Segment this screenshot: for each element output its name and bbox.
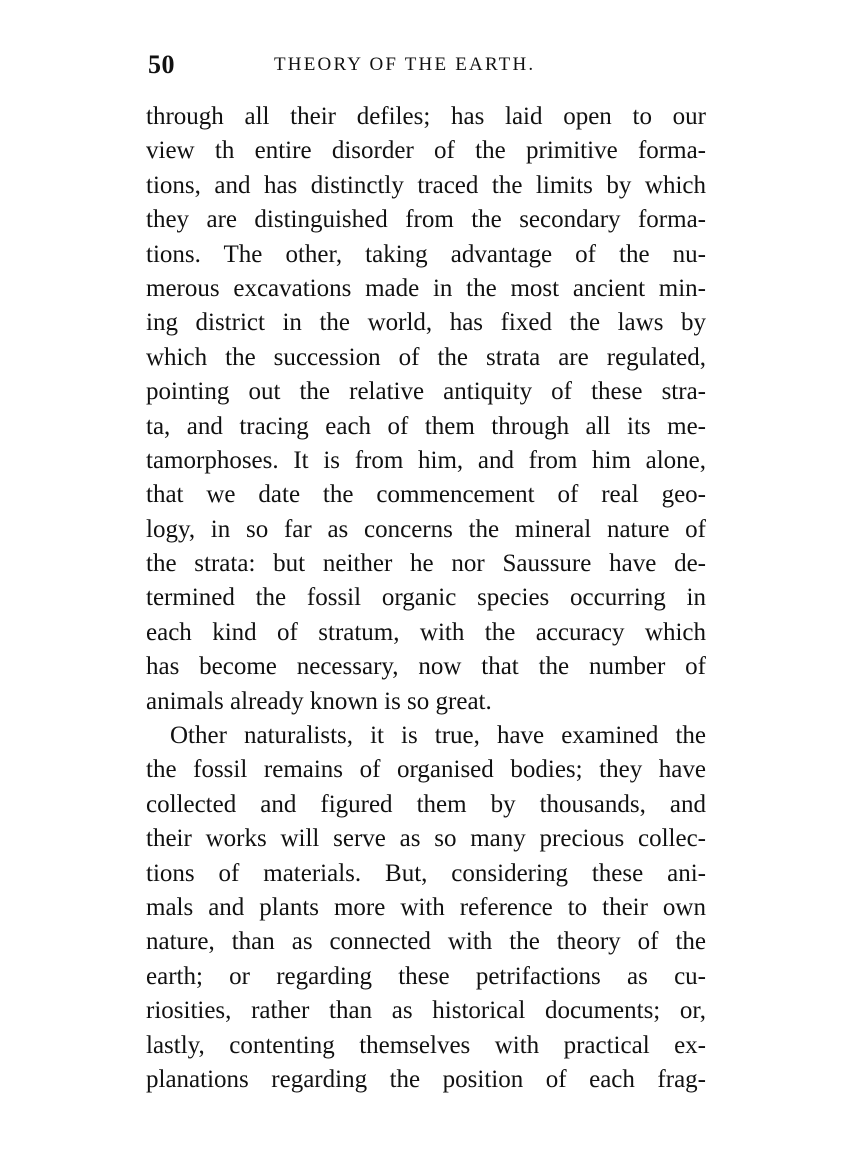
text-line: earth; or regarding these petrifactions as cu- [146, 962, 706, 990]
text-line: their works will serve as so many precious collec- [146, 825, 706, 853]
text-line: collected and figured them by thousands, and [146, 790, 706, 818]
text-line: the fossil remains of organised bodies; they have [146, 756, 706, 784]
text-line: the strata: but neither he nor Saussure have de- [146, 550, 706, 578]
paragraph-end-line: animals already known is so great. [146, 687, 492, 715]
text-line: has become necessary, now that the number of [146, 653, 706, 681]
text-line: nature, than as connected with the theory of the [146, 928, 706, 956]
text-line: tions, and has distinctly traced the limits by which [146, 171, 706, 199]
paragraph-start-line: Other naturalists, it is true, have examined the [170, 722, 706, 750]
text-line: they are distinguished from the secondary forma- [146, 206, 706, 234]
page-number: 50 [148, 50, 175, 79]
running-title: THEORY OF THE EARTH. [274, 54, 536, 75]
text-line: merous excavations made in the most ancient min- [146, 274, 706, 302]
page-header [148, 50, 708, 90]
text-line: pointing out the relative antiquity of these stra- [146, 378, 706, 406]
text-line: which the succession of the strata are regulated, [146, 343, 706, 371]
text-line: mals and plants more with reference to their own [146, 893, 706, 921]
text-line: riosities, rather than as historical documents; or, [146, 997, 706, 1025]
text-line: ing district in the world, has fixed the laws by [146, 309, 706, 337]
body-text [146, 100, 706, 1097]
text-line: termined the fossil organic species occurring in [146, 584, 706, 612]
text-line: view th entire disorder of the primitive forma- [146, 137, 706, 165]
text-line: lastly, contenting themselves with practical ex- [146, 1031, 706, 1059]
text-line: tions of materials. But, considering these ani- [146, 859, 706, 887]
text-line: that we date the commencement of real geo- [146, 481, 706, 509]
text-line: logy, in so far as concerns the mineral nature of [146, 515, 706, 543]
text-line: planations regarding the position of each frag- [146, 1065, 706, 1093]
text-line: ta, and tracing each of them through all its me- [146, 412, 706, 440]
text-line: each kind of stratum, with the accuracy which [146, 618, 706, 646]
text-line: tamorphoses. It is from him, and from him alone, [146, 446, 706, 474]
text-line: tions. The other, taking advantage of the nu- [146, 240, 706, 268]
text-line: through all their defiles; has laid open to our [146, 103, 706, 130]
